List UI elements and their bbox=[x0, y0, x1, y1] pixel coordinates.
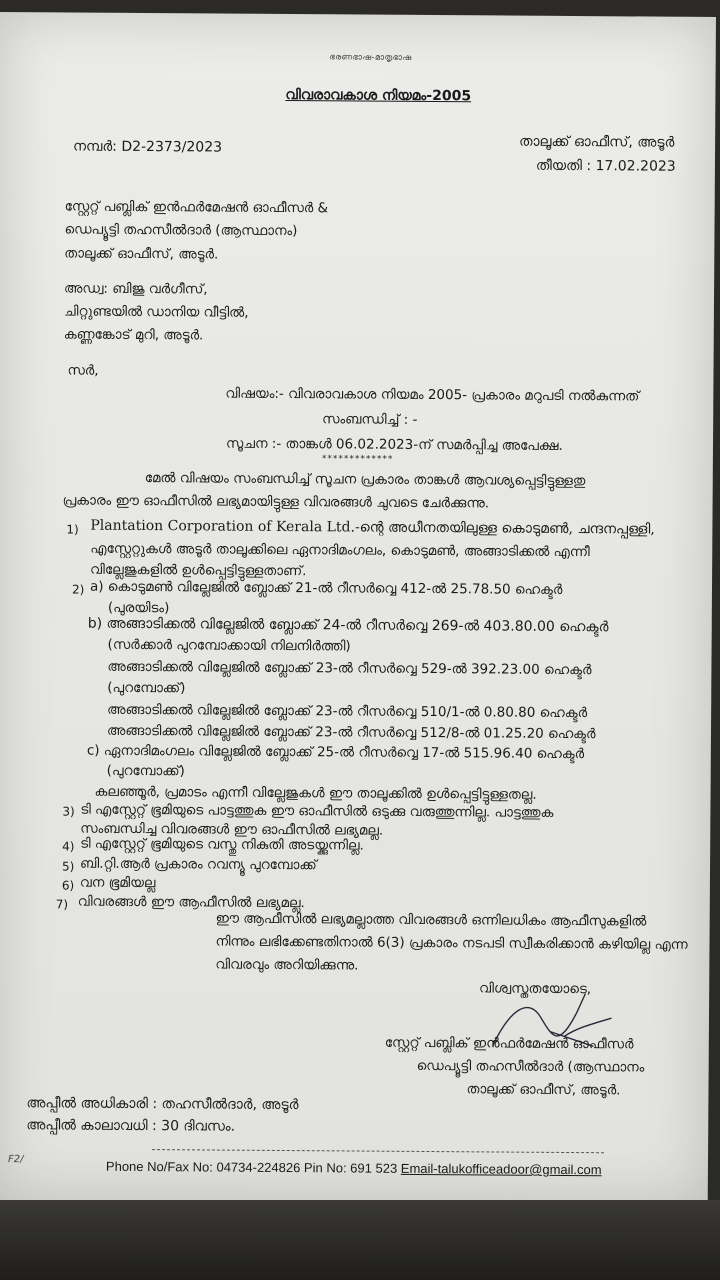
list-item: ടി എസ്റ്റേറ്റ് ഭൂമിയുടെ പാട്ടത്തുക ഈ ഓഫീസിൽ ഒടുക്കു വരുത്തുന്നില്ല. പാട്ടത്തുക bbox=[80, 801, 554, 821]
item-number: 4) bbox=[62, 839, 75, 854]
sender-line: ഡെപ്യൂട്ടി തഹസീൽദാർ (ആസ്ഥാനം) bbox=[64, 221, 298, 240]
file-mark: F2/ bbox=[7, 1154, 24, 1166]
list-item: b) അങ്ങാടിക്കൽ വില്ലേജിൽ ബ്ലോക്ക് 24-ൽ റീസർവ്വെ 269-ൽ 403.80.00 ഹെക്ടർ bbox=[87, 615, 609, 636]
closing-note: വിവരവും അറിയിക്കുന്നു. bbox=[215, 956, 359, 974]
sender-line: സ്റ്റേറ്റ് പബ്ലിക് ഇൻഫർമേഷൻ ഓഫീസർ & bbox=[64, 198, 329, 217]
closing-note: ഈ ആഫീസിൽ ലഭ്യമല്ലാത്ത വിവരങ്ങൾ ഒന്നിലധികം ആഫീസുകളിൽ bbox=[215, 910, 647, 930]
recipient-line: ചിറ്റുണ്ടയിൽ ഡാനിയ വീട്ടിൽ, bbox=[63, 303, 249, 321]
item-number: 5) bbox=[61, 859, 75, 874]
list-item: എസ്റ്റേറ്റുകൾ അടൂർ താലൂക്കിലെ ഏനാദിമംഗലം, കൊടുമൺ, അങ്ങാടിക്കൽ എന്നീ bbox=[90, 540, 590, 561]
list-item: അങ്ങാടിക്കൽ വില്ലേജിൽ ബ്ലോക്ക് 23-ൽ റീസർവ്വെ 512/8-ൽ 01.25.20 ഹെക്ടർ bbox=[106, 722, 596, 743]
background-surface bbox=[0, 1200, 720, 1280]
signatory-line: താലൂക്ക് ഓഫീസ്, അടൂർ. bbox=[466, 1081, 621, 1099]
list-item: (പുറമ്പോക്ക്) bbox=[106, 762, 185, 780]
list-item: വിവരങ്ങൾ ഈ ആഫീസിൽ ലഭ്യമല്ല. bbox=[77, 893, 305, 912]
document-date: തീയതി : 17.02.2023 bbox=[535, 157, 676, 175]
document-page bbox=[0, 12, 716, 1205]
list-item: വന ഭൂമിയല്ല bbox=[79, 874, 156, 892]
subject-line: സംബന്ധിച്ച് : - bbox=[322, 411, 418, 428]
reference-line: സൂചന :- താങ്കൾ 06.02.2023-ന് സമർപ്പിച്ച അപേക്ഷ. bbox=[225, 435, 563, 454]
reference-number: നമ്പർ: D2-2373/2023 bbox=[73, 138, 223, 156]
list-item: (പുരയിടം) bbox=[107, 599, 170, 617]
appeal-authority: അപ്പീൽ അധികാരി : തഹസീൽദാർ, അടൂർ bbox=[26, 1095, 299, 1114]
item-number: 3) bbox=[62, 804, 75, 819]
signatory-line: സ്റ്റേറ്റ് പബ്ലിക് ഇൻഫർമേഷൻ ഓഫീസർ bbox=[384, 1034, 634, 1053]
sender-line: താലൂക്ക് ഓഫീസ്, അടൂർ. bbox=[64, 245, 219, 263]
list-item: ബി.റ്റി.ആർ പ്രകാരം റവന്യൂ പുറമ്പോക്ക് bbox=[80, 855, 317, 874]
handwritten-signature bbox=[481, 987, 632, 1064]
list-item: c) ഏനാദിമംഗലം വില്ലേജിൽ ബ്ലോക്ക് 25-ൽ റീസർവ്വെ 17-ൽ 515.96.40 ഹെക്ടർ bbox=[86, 742, 585, 763]
footer-divider bbox=[152, 1149, 604, 1153]
intro-paragraph: മേൽ വിഷയം സംബന്ധിച്ച് സൂചന പ്രകാരം താങ്കൾ ആവശ്യപ്പെട്ടിട്ടുള്ളതു bbox=[144, 470, 586, 490]
subject-line: വിഷയം:- വിവരാവകാശ നിയമം 2005- പ്രകാരം മറുപടി നൽകുന്നത് bbox=[225, 385, 640, 405]
item-number: 1) bbox=[66, 522, 79, 537]
document-title: വിവരാവകാശ നിയമം-2005 bbox=[285, 86, 472, 105]
list-item: അങ്ങാടിക്കൽ വില്ലേജിൽ ബ്ലോക്ക് 23-ൽ റീസർവ്വെ 510/1-ൽ 0.80.80 ഹെക്ടർ bbox=[107, 701, 588, 722]
list-item: a) കൊടുമൺ വില്ലേജിൽ ബ്ലോക്ക് 21-ൽ റീസർവ്വെ 412-ൽ 25.78.50 ഹെക്ടർ bbox=[89, 578, 563, 598]
recipient-line: കണ്ണങ്കോട് മുറി, അടൂർ. bbox=[63, 326, 204, 344]
footer-email: Email-talukofficeadoor@gmail.com bbox=[400, 1160, 602, 1178]
footer-contact-text: Phone No/Fax No: 04734-224826 Pin No: 691 523 bbox=[105, 1158, 401, 1176]
list-item: അങ്ങാടിക്കൽ വില്ലേജിൽ ബ്ലോക്ക് 23-ൽ റീസർവ്വെ 529-ൽ 392.23.00 ഹെക്ടർ bbox=[107, 658, 592, 679]
closing-note: നിന്നും ലഭിക്കേണ്ടതിനാൽ 6(3) പ്രകാരം നടപടി സ്വീകരിക്കാൻ കഴിയില്ല എന്ന bbox=[215, 933, 688, 953]
recipient-line: അഡ്വ: ബിജു വർഗീസ്, bbox=[64, 280, 208, 298]
closing-phrase: വിശ്വസ്തതയോടെ, bbox=[479, 980, 592, 998]
list-item: Plantation Corporation of Kerala Ltd.-ന്റെ അധീനതയിലുള്ള കൊടുമൺ, ചന്ദനപ്പള്ളി, bbox=[90, 517, 655, 538]
appeal-period: അപ്പീൽ കാലാവധി : 30 ദിവസം. bbox=[26, 1117, 236, 1135]
list-item: വില്ലേജുകളിൽ ഉൾപ്പെട്ടിട്ടുള്ളതാണ്. bbox=[90, 561, 307, 580]
item-number: 7) bbox=[55, 897, 69, 912]
emblem-text: ഭരണഭാഷ-മാതൃഭാഷ bbox=[329, 52, 412, 62]
list-item: (പുറമ്പോക്ക്) bbox=[107, 679, 186, 697]
list-item: (സർക്കാർ പുറമ്പോക്കായി നിലനിർത്തി) bbox=[107, 636, 351, 655]
list-item: സംബന്ധിച്ച വിവരങ്ങൾ ഈ ഓഫീസിൽ ലഭ്യമല്ല. bbox=[80, 820, 384, 839]
list-item: ടി എസ്റ്റേറ്റ് ഭൂമിയുടെ വസ്തു നികുതി അടയ്ക്കുന്നില്ല. bbox=[80, 835, 364, 854]
intro-paragraph: പ്രകാരം ഈ ഓഫീസിൽ ലഭ്യമായിട്ടുള്ള വിവരങ്ങൾ ചുവടെ ചേർക്കുന്നു. bbox=[62, 492, 490, 512]
list-item: കലഞ്ഞൂർ, പ്രമാടം എന്നീ വില്ലേജുകൾ ഈ താലൂക്കിൽ ഉൾപ്പെട്ടിട്ടുള്ളതല്ല. bbox=[94, 783, 537, 803]
salutation: സർ, bbox=[67, 362, 99, 379]
item-number: 2) bbox=[71, 582, 85, 597]
footer-contact bbox=[106, 1159, 602, 1177]
signatory-line: ഡെപ്യൂട്ടി തഹസീൽദാർ (ആസ്ഥാനം bbox=[416, 1057, 645, 1076]
separator-stars: ************* bbox=[321, 454, 394, 465]
issuing-office: താലൂക്ക് ഓഫീസ്, അടൂർ bbox=[519, 133, 675, 151]
item-number: 6) bbox=[61, 878, 75, 893]
